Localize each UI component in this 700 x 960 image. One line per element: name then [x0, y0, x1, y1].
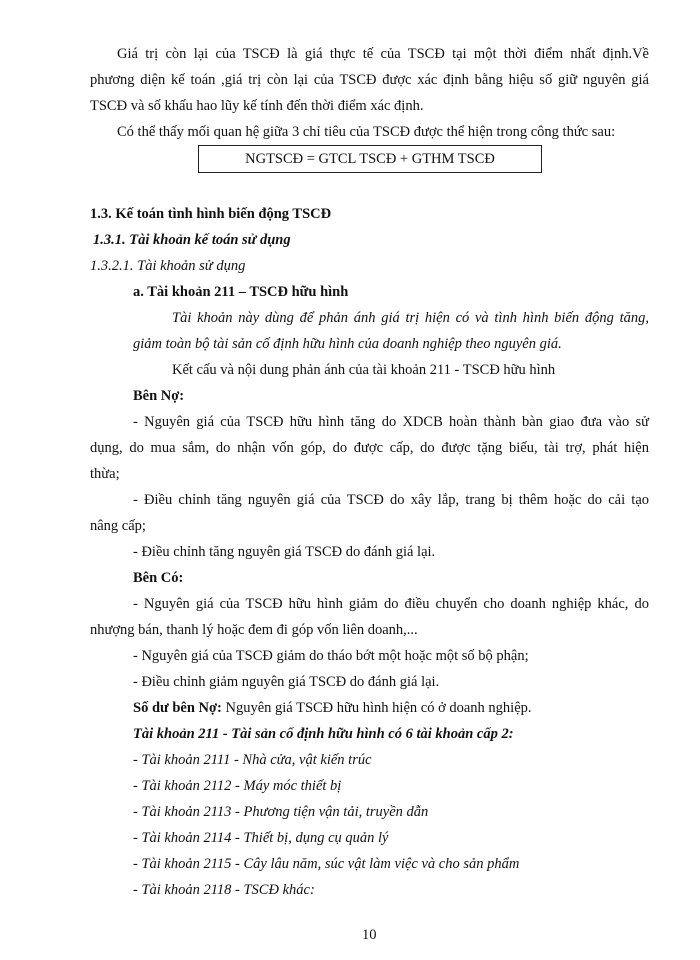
description-line: giảm toàn bộ tài sản cố định hữu hình của doanh nghiệp theo nguyên giá.	[133, 336, 562, 352]
sub-account-item: - Tài khoản 2111 - Nhà cửa, vật kiến trúc	[133, 752, 372, 768]
sub-account-item: - Tài khoản 2115 - Cây lâu năm, súc vật làm việc và cho sản phẩm	[133, 856, 520, 872]
balance-text: Nguyên giá TSCĐ hữu hình hiện có ở doanh nghiệp.	[221, 700, 532, 716]
account-heading: a. Tài khoản 211 – TSCĐ hữu hình	[133, 284, 349, 300]
list-item: - Điều chỉnh giảm nguyên giá TSCĐ do đánh giá lại.	[133, 674, 440, 690]
paragraph-line: Giá trị còn lại của TSCĐ là giá thực tế của TSCĐ tại một thời điểm nhất định.Về	[117, 46, 649, 62]
page-number: 10	[362, 927, 377, 943]
paragraph-line: phương diện kế toán ,giá trị còn lại của TSCĐ được xác định bằng hiệu số giữ nguyên giá	[90, 72, 649, 88]
list-item: thừa;	[90, 466, 120, 482]
paragraph-line: Có thể thấy mối quan hệ giữa 3 chỉ tiêu của TSCĐ được thể hiện trong công thức sau:	[117, 124, 616, 140]
structure-line: Kết cấu và nội dung phản ánh của tài khoản 211 - TSCĐ hữu hình	[172, 362, 556, 378]
list-item: - Điều chỉnh tăng nguyên giá TSCĐ do đánh giá lại.	[133, 544, 436, 560]
credit-side-title: Bên Có:	[133, 570, 184, 586]
debit-side-title: Bên Nợ:	[133, 388, 185, 404]
list-item: - Nguyên giá của TSCĐ hữu hình tăng do XDCB hoàn thành bàn giao đưa vào sử	[133, 414, 649, 430]
subsubsection-heading: 1.3.2.1. Tài khoản sử dụng	[90, 258, 246, 274]
balance-label: Số dư bên Nợ:	[133, 700, 222, 716]
sub-accounts-title: Tài khoản 211 - Tài sản cố định hữu hình có 6 tài khoản cấp 2:	[133, 726, 514, 742]
sub-account-item: - Tài khoản 2112 - Máy móc thiết bị	[133, 778, 342, 794]
sub-account-item: - Tài khoản 2114 - Thiết bị, dụng cụ quản lý	[133, 830, 389, 846]
list-item: dụng, do mua sắm, do nhận vốn góp, do được cấp, do được tặng biếu, tài trợ, phát hiện	[90, 440, 649, 456]
formula-box: NGTSCĐ = GTCL TSCĐ + GTHM TSCĐ	[198, 145, 542, 173]
list-item: - Nguyên giá của TSCĐ hữu hình giảm do điều chuyển cho doanh nghiệp khác, do	[133, 596, 649, 612]
subsection-heading: 1.3.1. Tài khoản kế toán sử dụng	[93, 232, 291, 248]
sub-account-item: - Tài khoản 2113 - Phương tiện vận tải, truyền dẫn	[133, 804, 429, 820]
list-item: nâng cấp;	[90, 518, 146, 534]
list-item: - Điều chỉnh tăng nguyên giá của TSCĐ do xây lắp, trang bị thêm hoặc do cải tạo	[133, 492, 649, 508]
sub-account-item: - Tài khoản 2118 - TSCĐ khác:	[133, 882, 315, 898]
list-item: - Nguyên giá của TSCĐ giảm do tháo bớt một hoặc một số bộ phận;	[133, 648, 529, 664]
paragraph-line: TSCĐ và số khấu hao lũy kế tính đến thời điểm xác định.	[90, 98, 424, 114]
list-item: nhượng bán, thanh lý hoặc đem đi góp vốn liên doanh,...	[90, 622, 418, 638]
section-heading: 1.3. Kế toán tình hình biến động TSCĐ	[90, 206, 332, 222]
description-line: Tài khoản này dùng để phản ánh giá trị hiện có và tình hình biến động tăng,	[172, 310, 649, 326]
balance-line	[133, 699, 532, 717]
